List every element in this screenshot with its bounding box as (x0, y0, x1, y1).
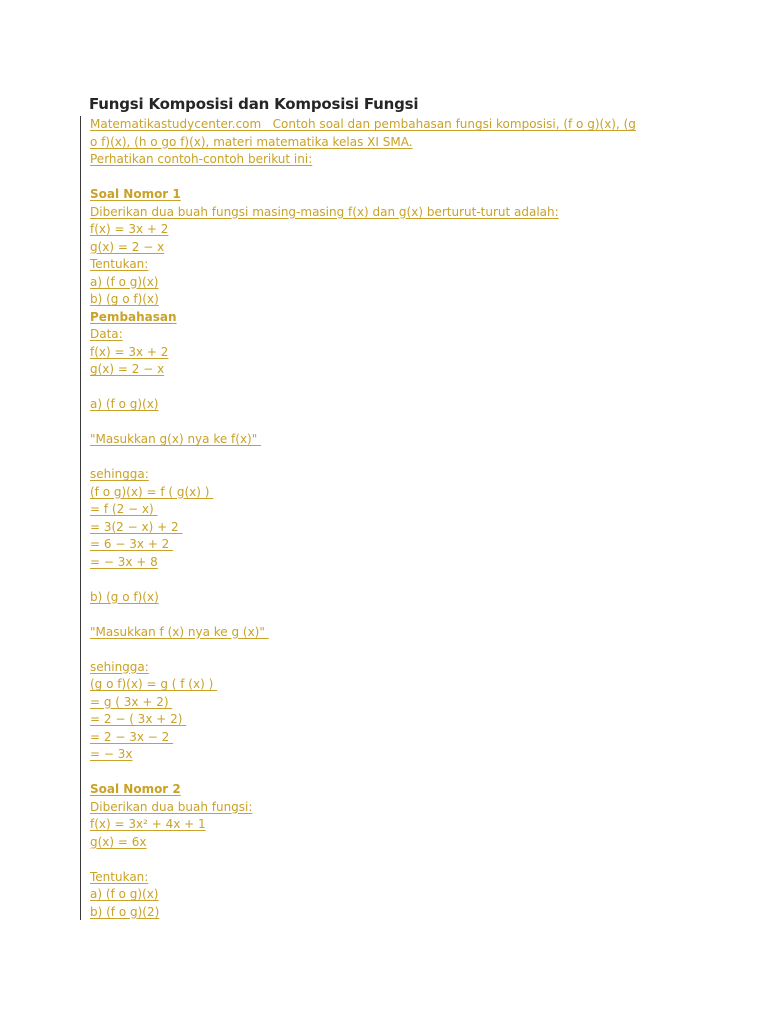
line-text: g(x) = 2 − x (90, 239, 165, 254)
text-line (90, 239, 690, 257)
line-text: = 2 − 3x − 2 (90, 729, 174, 744)
line-text: = g ( 3x + 2) (90, 694, 173, 709)
article-body (80, 116, 690, 920)
text-line (90, 624, 690, 642)
text-line (90, 869, 690, 887)
line-text: Diberikan dua buah fungsi: (90, 799, 253, 814)
line-text: Tentukan: (90, 257, 149, 271)
line-text: a) (f o g)(x) (90, 887, 159, 901)
text-line (90, 886, 690, 904)
line-text: = f (2 − x) (90, 502, 158, 516)
text-line (90, 151, 690, 169)
text-line (90, 204, 690, 222)
text-line (90, 466, 690, 484)
text-line (90, 326, 690, 344)
line-text: a) (f o g)(x) (90, 274, 159, 289)
text-line (90, 519, 690, 537)
line-text: b) (g o f)(x) (90, 589, 159, 604)
blank-line (90, 379, 690, 397)
text-line (90, 501, 690, 519)
text-line (90, 834, 690, 852)
text-line (90, 274, 690, 292)
line-text: = 2 − ( 3x + 2) (90, 712, 187, 726)
text-line (90, 694, 690, 712)
line-text: (f o g)(x) = f ( g(x) ) (90, 484, 214, 499)
text-line (90, 484, 690, 502)
line-text: f(x) = 3x + 2 (90, 222, 169, 236)
line-text: Soal Nomor 1 (90, 187, 181, 201)
line-text: Pembahasan (90, 309, 177, 324)
line-text: b) (f o g)(2) (90, 904, 160, 919)
text-line (90, 904, 690, 922)
blank-line (90, 764, 690, 782)
line-text: = − 3x (90, 747, 133, 761)
text-line (90, 431, 690, 449)
line-text: = − 3x + 8 (90, 554, 158, 569)
text-line (90, 291, 690, 309)
line-text: = 3(2 − x) + 2 (90, 519, 183, 534)
text-line (90, 659, 690, 677)
text-line (90, 221, 690, 239)
section-heading (90, 186, 690, 204)
text-line (90, 256, 690, 274)
line-text: = 6 − 3x + 2 (90, 537, 174, 551)
text-line (90, 799, 690, 817)
line-text: o f)(x), (h o go f)(x), materi matematika kelas XI SMA. (90, 134, 413, 149)
text-line (90, 344, 690, 362)
line-text: a) (f o g)(x) (90, 397, 159, 411)
text-line (90, 536, 690, 554)
line-text: sehingga: (90, 659, 149, 674)
blank-line (90, 606, 690, 624)
text-line (90, 589, 690, 607)
page-title: Fungsi Komposisi dan Komposisi Fungsi (89, 95, 419, 113)
line-text: Matematikastudycenter.com Contoh soal dan pembahasan fungsi komposisi, (f o g)(x), (g (90, 117, 636, 131)
blank-line (90, 449, 690, 467)
line-text: Perhatikan contoh-contoh berikut ini: (90, 152, 313, 166)
blank-line (90, 641, 690, 659)
text-line (90, 116, 690, 134)
text-line (90, 729, 690, 747)
section-heading (90, 781, 690, 799)
line-text: "Masukkan g(x) nya ke f(x)" (90, 432, 262, 446)
text-line (90, 554, 690, 572)
line-text: g(x) = 6x (90, 834, 147, 849)
text-line (90, 361, 690, 379)
text-line (90, 396, 690, 414)
text-line (90, 676, 690, 694)
blank-line (90, 571, 690, 589)
blank-line (90, 414, 690, 432)
line-text: sehingga: (90, 467, 149, 481)
line-text: f(x) = 3x² + 4x + 1 (90, 817, 206, 831)
text-line (90, 134, 690, 152)
line-text: Data: (90, 327, 123, 341)
text-line (90, 711, 690, 729)
blank-line (90, 169, 690, 187)
line-text: "Masukkan f (x) nya ke g (x)" (90, 624, 269, 639)
line-text: b) (g o f)(x) (90, 292, 159, 306)
line-text: g(x) = 2 − x (90, 362, 165, 376)
blank-line (90, 851, 690, 869)
text-line (90, 746, 690, 764)
text-line (90, 816, 690, 834)
section-heading (90, 309, 690, 327)
line-text: f(x) = 3x + 2 (90, 344, 169, 359)
line-text: Diberikan dua buah fungsi masing-masing f(x) dan g(x) berturut-turut adalah: (90, 204, 559, 219)
line-text: (g o f)(x) = g ( f (x) ) (90, 677, 218, 691)
line-text: Tentukan: (90, 869, 149, 884)
line-text: Soal Nomor 2 (90, 782, 181, 796)
